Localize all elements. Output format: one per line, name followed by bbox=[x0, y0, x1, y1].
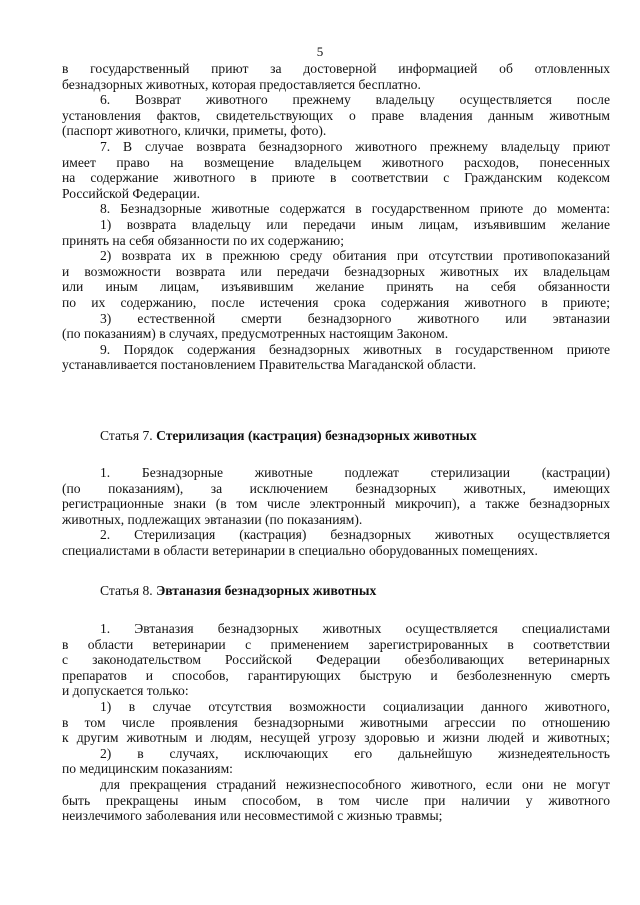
article-7-heading bbox=[100, 428, 477, 444]
text-line: 1) возврата владельцу или передачи иным лицам, изъявившим желание bbox=[100, 216, 610, 232]
text-line: специалистами в области ветеринарии в специально оборудованных помещениях. bbox=[62, 542, 538, 558]
article-8-prefix: Статья 8. bbox=[100, 583, 157, 598]
text-line: и допускается только: bbox=[62, 683, 189, 699]
text-line: по медицинским показаниям: bbox=[62, 761, 233, 777]
text-line: к другим животным и людям, несущей угрозу здоровью и жизни людей и животных; bbox=[62, 730, 610, 746]
article-8-heading bbox=[100, 583, 376, 599]
text-line: принять на себя обязанности по их содержанию; bbox=[62, 232, 344, 248]
text-line: регистрационные знаки (в том числе электронный микрочип), а также безнадзорных bbox=[62, 496, 610, 512]
text-line: 8. Безнадзорные животные содержатся в государственном приюте до момента: bbox=[100, 201, 610, 217]
text-line: устанавливается постановлением Правительства Магаданской области. bbox=[62, 357, 477, 373]
text-line: 7. В случае возврата безнадзорного животного прежнему владельцу приют bbox=[100, 138, 610, 154]
text-line: неизлечимого заболевания или несовместимой с жизнью травмы; bbox=[62, 808, 443, 824]
text-line: 1. Безнадзорные животные подлежат стерилизации (кастрации) bbox=[100, 465, 610, 480]
text-line: 2. Стерилизация (кастрация) безнадзорных животных осуществляется bbox=[100, 527, 610, 543]
text-line: 2) в случаях, исключающих его дальнейшую жизнедеятельность bbox=[100, 745, 610, 761]
text-line: в том числе проявления безнадзорными животными агрессии по отношению bbox=[62, 714, 610, 730]
text-line: Российской Федерации. bbox=[62, 185, 200, 201]
text-line: с законодательством Российской Федерации обезболивающих ветеринарных bbox=[62, 652, 610, 668]
article-6-continuation bbox=[62, 61, 610, 373]
article-7-title: Стерилизация (кастрация) безнадзорных животных bbox=[156, 428, 477, 443]
text-line: 1) в случае отсутствия возможности социализации данного животного, bbox=[100, 698, 610, 714]
article-7-body bbox=[62, 465, 610, 559]
text-line: или иным лицам, изъявившим желание принять на себя обязанности bbox=[62, 279, 610, 295]
text-line: быть прекращены иным способом, в том числе при наличии у животного bbox=[62, 792, 610, 808]
article-8-title: Эвтаназия безнадзорных животных bbox=[156, 583, 377, 598]
text-line: в области ветеринарии с применением зарегистрированных в соответствии bbox=[62, 636, 610, 652]
text-line: (паспорт животного, клички, приметы, фото). bbox=[62, 123, 327, 139]
text-line: по их содержанию, после истечения срока содержания животного в приюте; bbox=[62, 294, 610, 310]
text-line: имеет право на возмещение владельцем животного расходов, понесенных bbox=[62, 154, 610, 170]
text-line: 2) возврата их в прежнюю среду обитания при отсутствии противопоказаний bbox=[100, 248, 610, 264]
text-line: для прекращения страданий нежизнеспособного животного, если они не могут bbox=[100, 776, 610, 792]
text-line: 3) естественной смерти безнадзорного животного или эвтаназии bbox=[100, 310, 610, 326]
text-line: 6. Возврат животного прежнему владельцу осуществляется после bbox=[100, 92, 610, 108]
text-line: и возможности возврата или передачи безнадзорных животных их владельцам bbox=[62, 263, 610, 279]
text-line: безнадзорных животных, которая предоставляется бесплатно. bbox=[62, 76, 421, 92]
text-line: животных, подлежащих эвтаназии (по показаниям). bbox=[62, 511, 363, 527]
text-line: в государственный приют за достоверной информацией об отловленных bbox=[62, 61, 610, 76]
text-line: препаратов и способов, гарантирующих быструю и безболезненную смерть bbox=[62, 667, 610, 683]
text-line: 1. Эвтаназия безнадзорных животных осуществляется специалистами bbox=[100, 621, 610, 636]
text-line: 9. Порядок содержания безнадзорных животных в государственном приюте bbox=[100, 341, 610, 357]
text-line: (по показаниям), за исключением безнадзорных животных, имеющих bbox=[62, 480, 610, 496]
text-line: установления фактов, свидетельствующих о праве владения данным животным bbox=[62, 107, 610, 123]
page-number: 5 bbox=[316, 44, 324, 59]
text-line: (по показаниям) в случаях, предусмотренных настоящим Законом. bbox=[62, 326, 449, 342]
article-8-body bbox=[62, 621, 610, 824]
article-7-prefix: Статья 7. bbox=[100, 428, 157, 443]
text-line: на содержание животного в приюте в соответствии с Гражданским кодексом bbox=[62, 170, 610, 186]
